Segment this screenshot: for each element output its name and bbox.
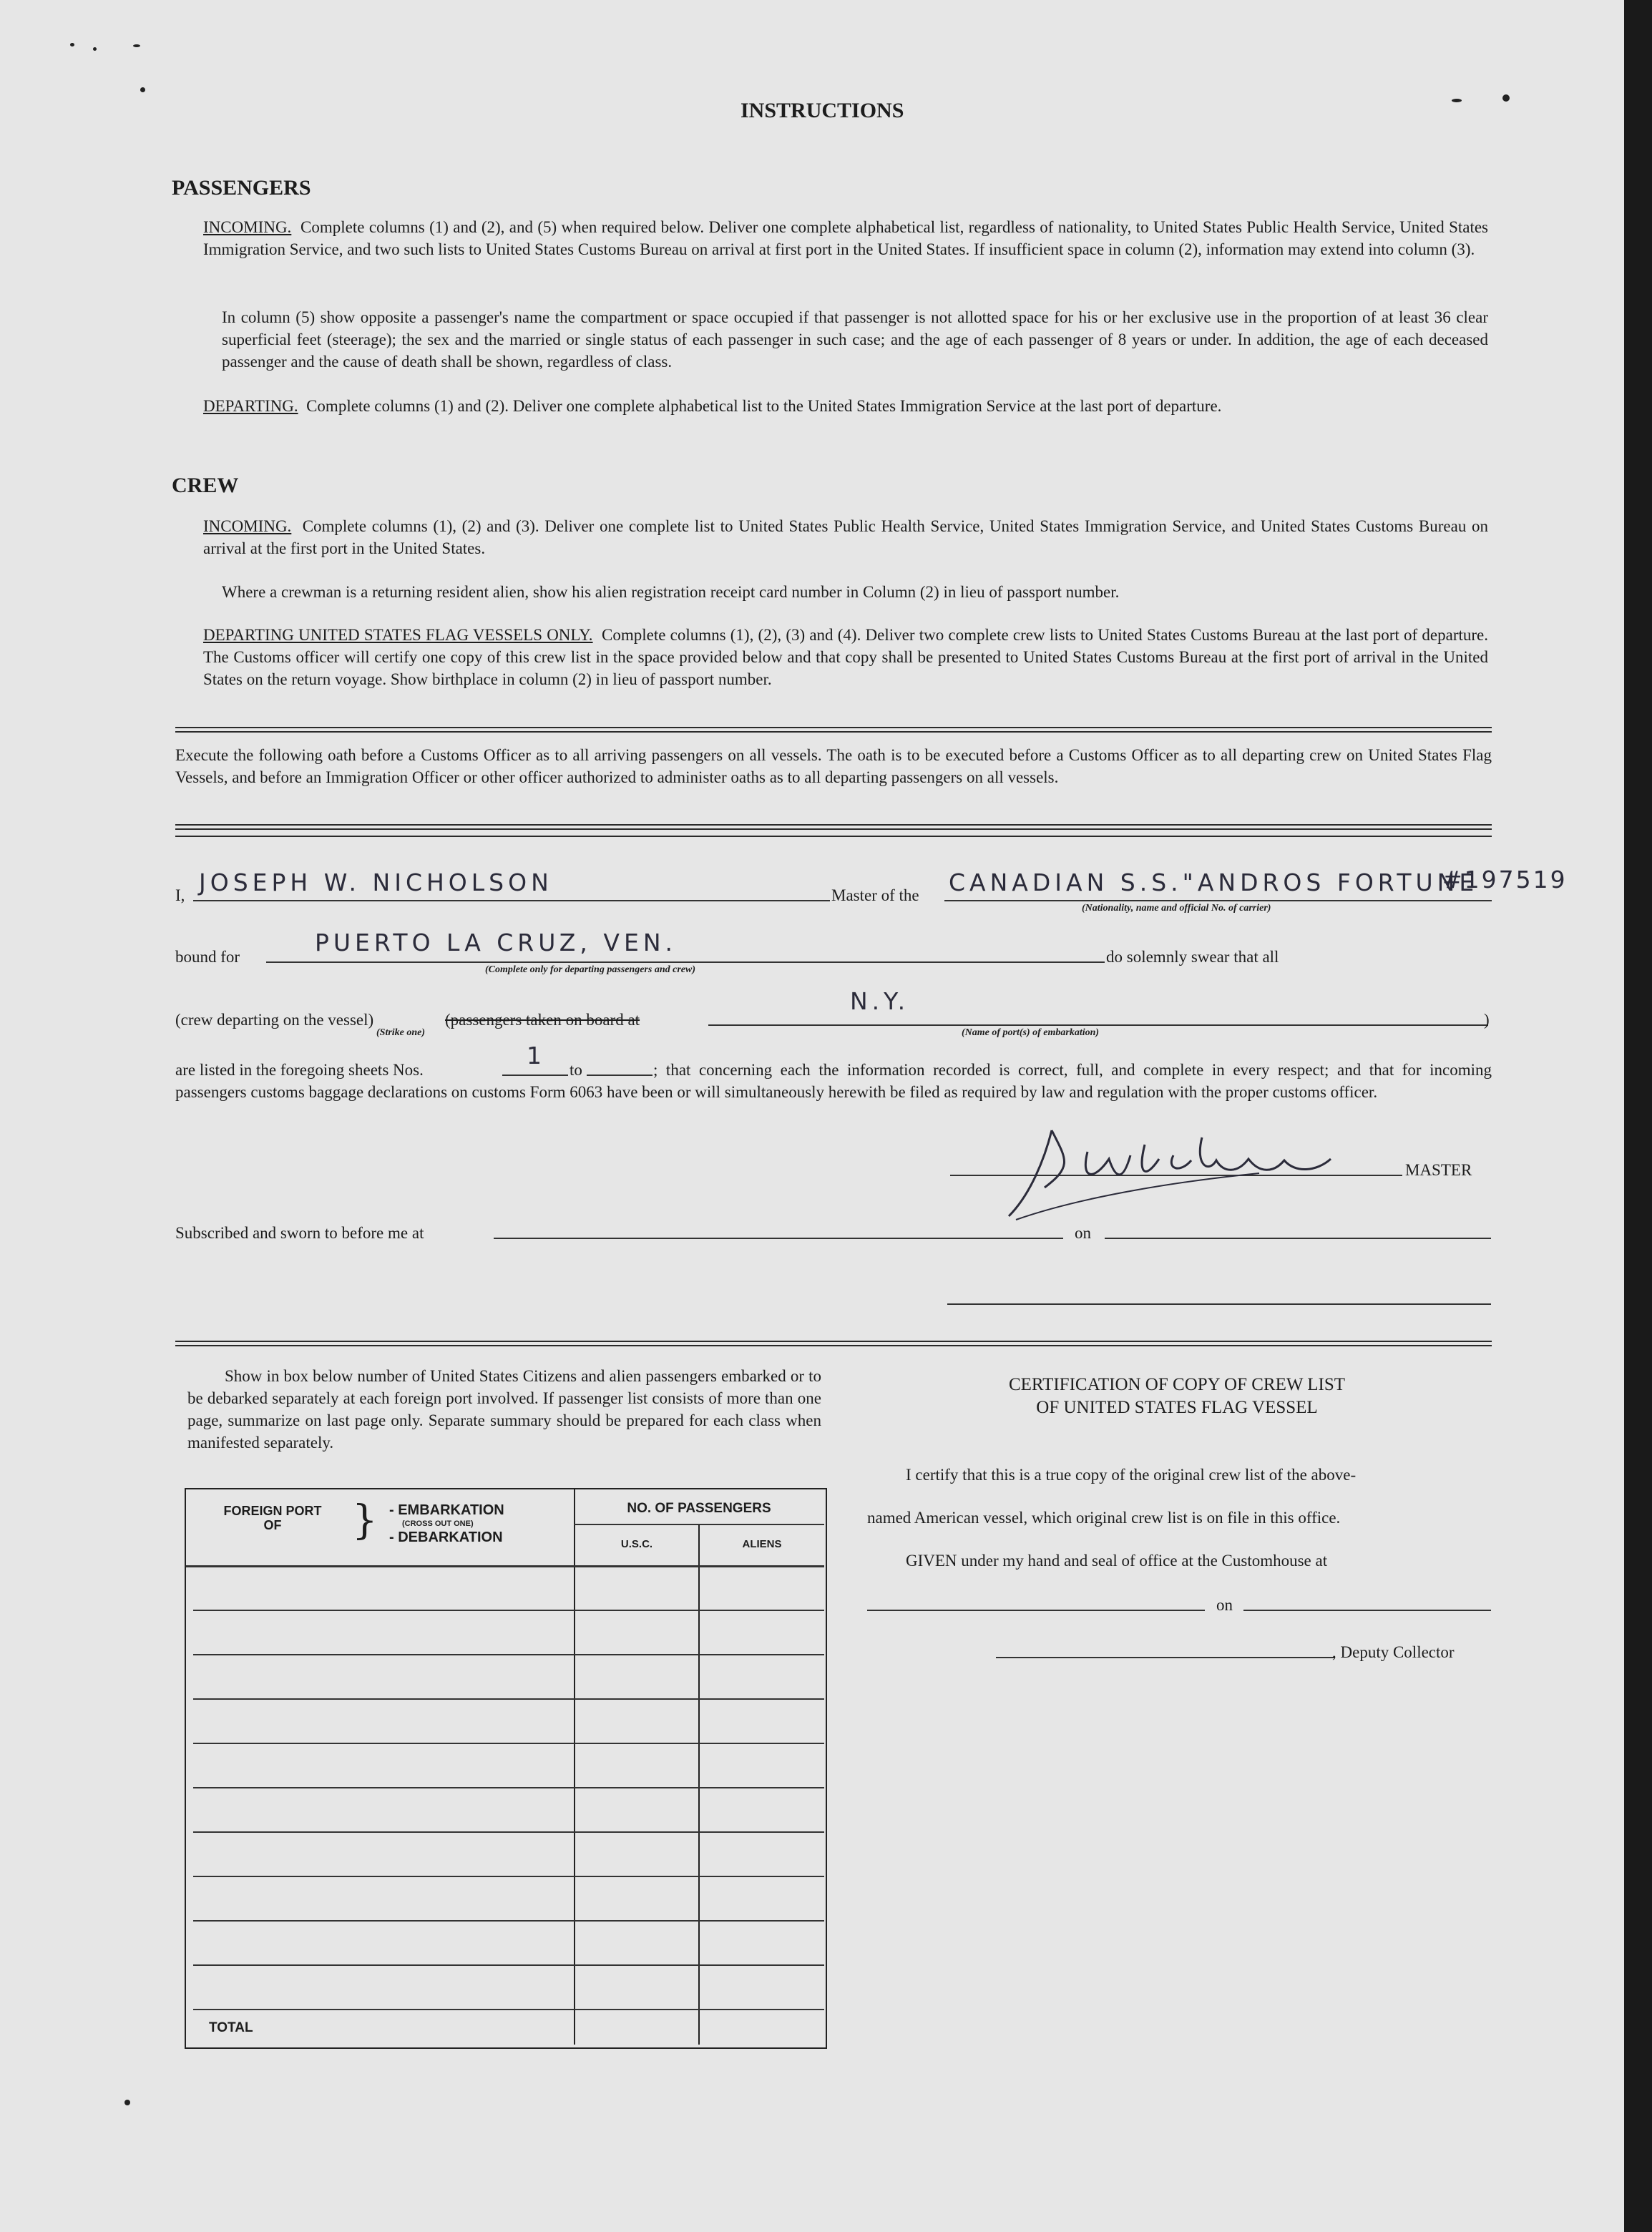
table-row[interactable] [193,1831,824,1833]
listed-label: are listed in the foregoing sheets Nos. [175,1061,424,1079]
table-row[interactable] [193,1698,824,1700]
port-field[interactable]: N.Y. [850,987,910,1015]
official-number-field[interactable]: #197519 [1442,866,1568,894]
certification-date-line [1243,1610,1491,1611]
table-col-divider [698,1524,700,2045]
bound-for-line [266,961,1105,963]
subscribed-date-line [1105,1238,1491,1239]
passengers-incoming [203,216,1488,260]
foreign-port-header: FOREIGN PORT OF [223,1504,322,1532]
page-title: INSTRUCTIONS [741,99,904,122]
customhouse-line [867,1610,1205,1611]
table-row[interactable] [193,1743,824,1744]
port-line [708,1024,1488,1026]
master-name-line [193,900,830,901]
oath-instructions: Execute the following oath before a Customs Officer as to all arriving passengers on all vessels. The oath is to be executed before a Customs Officer as to all departing crew on United States Flag Vessels, and before an Immigration Officer or other officer authorized to administer oaths as to all departing passengers on all vessels. [175,746,1492,786]
certification-title-1: CERTIFICATION OF COPY OF CREW LIST [1008,1375,1346,1394]
signature-mark [1002,1116,1345,1223]
oath-i-label: I, [175,886,185,904]
bound-for-caption: (Complete only for departing passengers and crew) [485,964,695,975]
swear-label: do solemnly swear that all [1106,948,1279,966]
passengers-departing-label: DEPARTING. [203,397,298,415]
usc-header: U.S.C. [620,1538,653,1550]
sheet-from-field[interactable]: 1 [527,1042,546,1070]
close-paren: ) [1484,1011,1490,1029]
passenger-summary-table [185,1488,827,2049]
passengers-departing-text: Complete columns (1) and (2). Deliver one complete alphabetical list to the United States Immigration Service at the last port of departure. [306,397,1222,415]
passengers-option[interactable]: (passengers taken on board at [445,1011,640,1029]
no-passengers-header: NO. OF PASSENGERS [627,1501,771,1516]
cross-out-note: (CROSS OUT ONE) [402,1519,474,1528]
crew-incoming-text: Complete columns (1), (2) and (3). Deliver one complete list to United States Public Health Service, United States Immigration Service, and United States Customs Bureau on arrival at the first port in the United States. [203,517,1489,557]
passengers-departing [203,395,1488,417]
deputy-collector-label: , Deputy Collector [1332,1643,1455,1661]
certification-line-1: I certify that this is a true copy of the original crew list of the above- [906,1466,1357,1484]
bound-for-label: bound for [175,948,240,966]
table-row[interactable] [193,1920,824,1922]
total-label: TOTAL [209,2020,253,2035]
table-header-divider [574,1524,824,1525]
passengers-heading: PASSENGERS [172,176,311,200]
passengers-incoming-label: INCOMING. [203,218,292,236]
crew-departing-label: DEPARTING UNITED STATES FLAG VESSELS ONLY. [203,626,593,644]
subscribed-label: Subscribed and sworn to before me at [175,1224,424,1242]
table-row[interactable] [193,1964,824,1966]
debarkation-option[interactable]: - DEBARKATION [389,1529,503,1545]
divider [175,824,1492,830]
divider [175,836,1492,837]
bound-for-field[interactable]: PUERTO LA CRUZ, VEN. [315,929,677,956]
strike-caption: (Strike one) [376,1027,426,1038]
crew-incoming [203,515,1488,559]
to-label: to [570,1061,582,1079]
deputy-signature-line [996,1657,1335,1658]
vessel-caption: (Nationality, name and official No. of carrier) [1082,903,1271,914]
divider [175,727,1492,733]
master-of-label: Master of the [831,886,919,904]
master-name-field[interactable]: JOSEPH W. NICHOLSON [199,868,553,896]
table-col-divider [574,1489,575,2045]
crew-departing-text: Complete columns (1), (2), (3) and (4). Deliver two complete crew lists to United States Customs Bureau at the last port of departure. The Customs officer will certify one copy of this crew list in the space provided below and that copy shall be presented to United States Customs Bureau at the first port of arrival in the United States on the return voyage. Show birthplace in column (2) in lieu of passport number. [203,626,1488,688]
certification-line-3: GIVEN under my hand and seal of office at the Customhouse at [906,1552,1328,1570]
passengers-column5-text: In column (5) show opposite a passenger's name the compartment or space occupied if that passenger is not allotted space for his or her exclusive use in the proportion of at least 36 clear superficial feet (steerage); the sex and the married or single status of each passenger in such case; and the age of each passenger of 8 years or under. In addition, the age of each deceased passenger and the cause of death shall be shown, regardless of class. [222,308,1488,371]
master-label: MASTER [1405,1161,1472,1179]
table-row[interactable] [193,1876,824,1877]
port-caption: (Name of port(s) of embarkation) [962,1027,1100,1038]
subscribed-place-line [494,1238,1063,1239]
table-row[interactable] [193,1787,824,1788]
certification-on-label: on [1216,1596,1233,1614]
brace-glyph: } [352,1497,378,1544]
table-row[interactable] [193,1654,824,1655]
crew-departing-option[interactable]: (crew departing on the vessel) [175,1011,374,1029]
passengers-incoming-text: Complete columns (1) and (2), and (5) when required below. Deliver one complete alphabetical list, regardless of nationality, to United States Public Health Service, United States Immigration Service, and two such lists to United States Customs Bureau on arrival at first port in the United States. If insufficient space in column (2), information may extend into column (3). [203,218,1489,258]
crew-heading: CREW [172,474,239,497]
table-header-bottom [186,1565,824,1567]
aliens-header: ALIENS [742,1538,782,1550]
table-row[interactable] [193,2009,824,2010]
listed-text-body: ; that concerning each the information recorded is correct, full, and complete in every respect; and that for incoming passengers customs baggage declarations on customs Form 6063 have been or will simultaneously herewith be filed as required by law and regulation with the proper customs officer. [175,1061,1492,1101]
subscribed-on-label: on [1075,1224,1091,1242]
summary-instructions: Show in box below number of United States Citizens and alien passengers embarked or to be debarked separately at each foreign port involved. If passenger list consists of more than one page, summarize on last page only. Separate summary should be prepared for each class when manifested separately. [187,1367,821,1452]
vessel-line [944,900,1492,901]
certification-title-2: OF UNITED STATES FLAG VESSEL [1036,1398,1318,1417]
embarkation-option[interactable]: - EMBARKATION [389,1502,504,1518]
crew-incoming-label: INCOMING. [203,517,292,535]
divider [175,1341,1492,1346]
officer-signature-line [947,1303,1491,1305]
crew-departing [203,624,1488,690]
crew-returning-text: Where a crewman is a returning resident alien, show his alien registration receipt card number in Column (2) in lieu of passport number. [222,583,1120,601]
listed-text [175,1059,1492,1103]
vessel-field[interactable]: CANADIAN S.S."ANDROS FORTUNE [949,868,1479,896]
table-row[interactable] [193,1610,824,1611]
signature-text [1045,1137,1049,1138]
certification-line-2: named American vessel, which original crew list is on file in this office. [867,1509,1341,1527]
